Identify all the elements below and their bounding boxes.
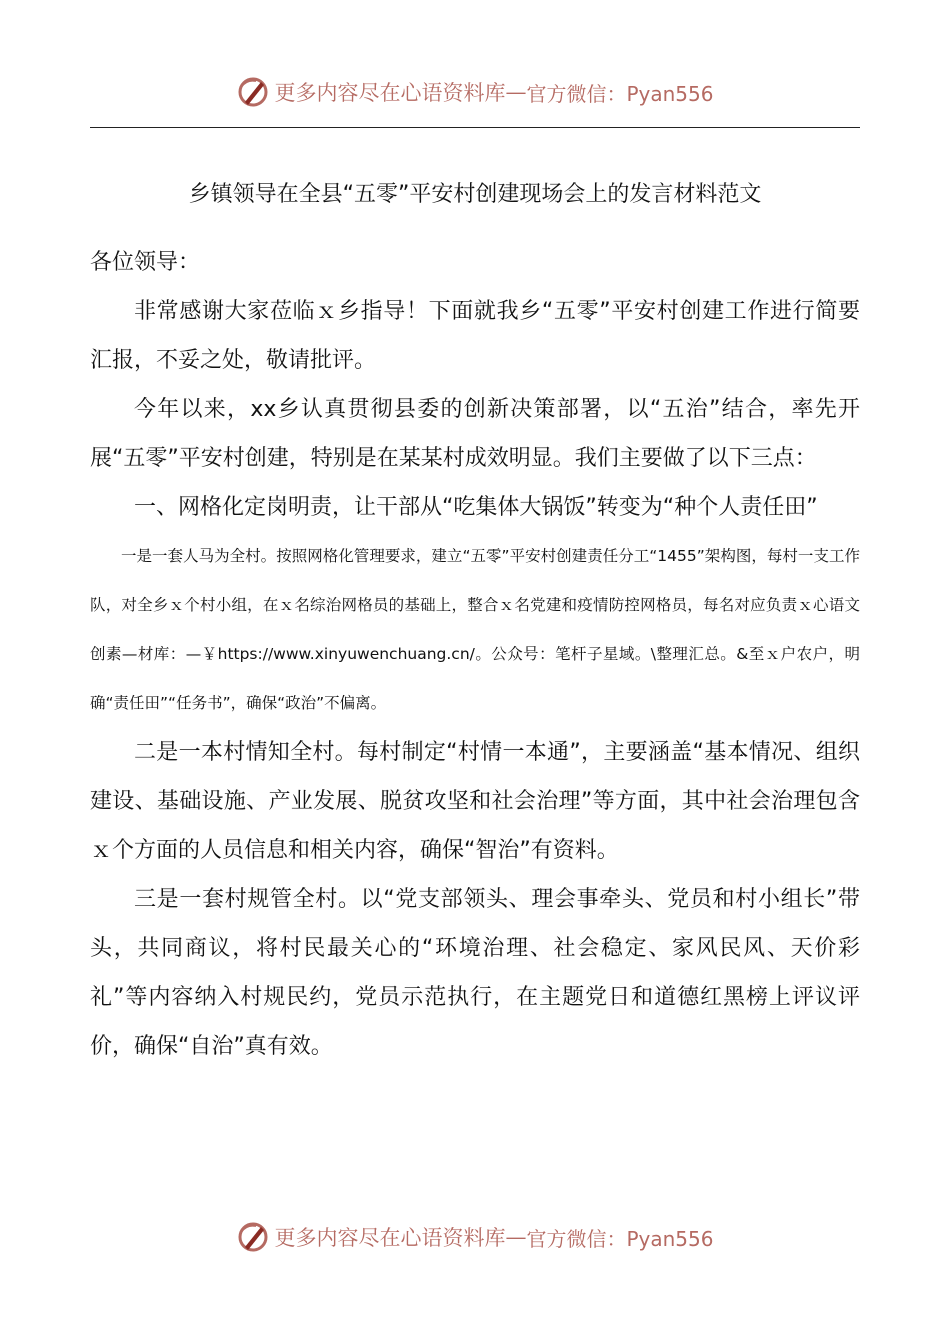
watermark-text: 更多内容尽在心语资料库 bbox=[274, 81, 506, 105]
paragraph-point-1: 一是一套人马为全村。按照网格化管理要求，建立“五零”平安村创建责任分工“1455”架构图，每村一支工作队，对全乡ｘ个村小组，在ｘ名综治网格员的基础上，整合ｘ名党建和疫情防控网格员，每名对应负责ｘ心语文创素—材库：—￥https://www.xinyuwenchuang.cn/。公众号：笔杆子星域。\整理汇总。&至ｘ户农户，明确“责任田”“任务书”，确保“政治”不偏离。 bbox=[90, 547, 860, 712]
watermark-dash: — bbox=[505, 1225, 527, 1249]
watermark-wechat: 官方微信：Pyan556 bbox=[526, 81, 714, 106]
salutation: 各位领导： bbox=[90, 250, 201, 275]
paragraph-intro: 非常感谢大家莅临ｘ乡指导！下面就我乡“五零”平安村创建工作进行简要汇报，不妥之处，敬请批评。 bbox=[90, 299, 860, 373]
section-heading: 一、网格化定岗明责，让干部从“吃集体大锅饭”转变为“种个人责任田” bbox=[134, 495, 818, 520]
paragraph-point-3: 三是一套村规管全村。以“党支部领头、理会事牵头、党员和村小组长”带头，共同商议，将村民最关心的“环境治理、社会稳定、家风民风、天价彩礼”等内容纳入村规民约，党员示范执行，在主题党日和道德红黑榜上评议评价，确保“自治”真有效。 bbox=[90, 887, 860, 1059]
watermark-dash: — bbox=[505, 80, 527, 104]
watermark-wechat: 官方微信：Pyan556 bbox=[526, 1226, 714, 1251]
header-watermark bbox=[0, 72, 950, 112]
pen-logo-icon bbox=[236, 1220, 270, 1254]
paragraph-point-2: 二是一本村情知全村。每村制定“村情一本通”，主要涵盖“基本情况、组织建设、基础设施、产业发展、脱贫攻坚和社会治理”等方面，其中社会治理包含ｘ个方面的人员信息和相关内容，确保“智治”有资料。 bbox=[90, 740, 860, 863]
paragraph-overview: 今年以来，xx乡认真贯彻县委的创新决策部署，以“五治”结合，率先开展“五零”平安村创建，特别是在某某村成效明显。我们主要做了以下三点： bbox=[90, 397, 860, 471]
header-divider bbox=[90, 127, 860, 128]
watermark-text: 更多内容尽在心语资料库 bbox=[274, 1226, 506, 1250]
footer-watermark bbox=[0, 1217, 950, 1257]
document-body bbox=[90, 238, 860, 1071]
pen-logo-icon bbox=[236, 75, 270, 109]
document-title: 乡镇领导在全县“五零”平安村创建现场会上的发言材料范文 bbox=[188, 182, 762, 207]
